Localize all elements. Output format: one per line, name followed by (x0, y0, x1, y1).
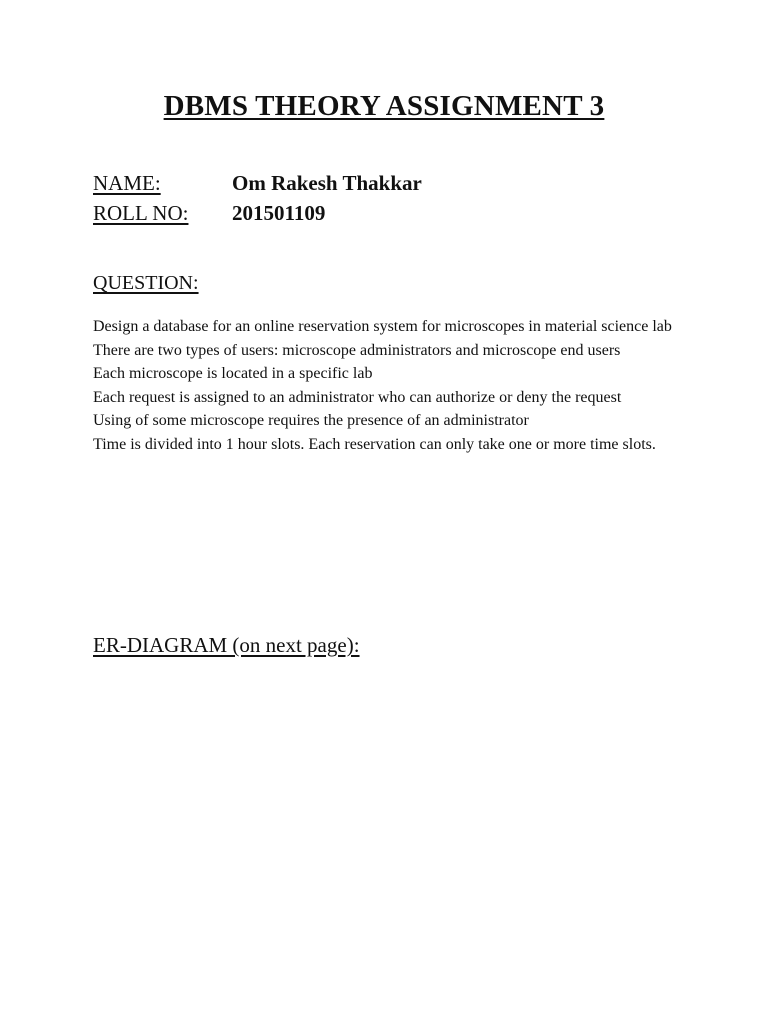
question-line: Using of some microscope requires the presence of an administrator (93, 412, 529, 430)
question-line: Each request is assigned to an administrator who can authorize or deny the request (93, 388, 622, 406)
question-line: There are two types of users: microscope administrators and microscope end users (93, 341, 621, 359)
name-row (93, 169, 422, 197)
er-diagram-heading: ER-DIAGRAM (on next page): (93, 633, 360, 657)
question-heading: QUESTION: (93, 272, 199, 294)
page-title: DBMS THEORY ASSIGNMENT 3 (163, 90, 605, 122)
question-line: Each microscope is located in a specific lab (93, 365, 373, 383)
question-line: Design a database for an online reservation system for microscopes in material science lab (93, 318, 672, 335)
roll-value: 201501109 (232, 201, 326, 225)
roll-row (93, 199, 325, 227)
roll-label: ROLL NO: (93, 201, 189, 225)
question-line: Time is divided into 1 hour slots. Each reservation can only take one or more time slots. (93, 435, 656, 453)
name-label: NAME: (93, 171, 161, 195)
name-value: Om Rakesh Thakkar (232, 171, 422, 195)
question-body (93, 315, 673, 457)
